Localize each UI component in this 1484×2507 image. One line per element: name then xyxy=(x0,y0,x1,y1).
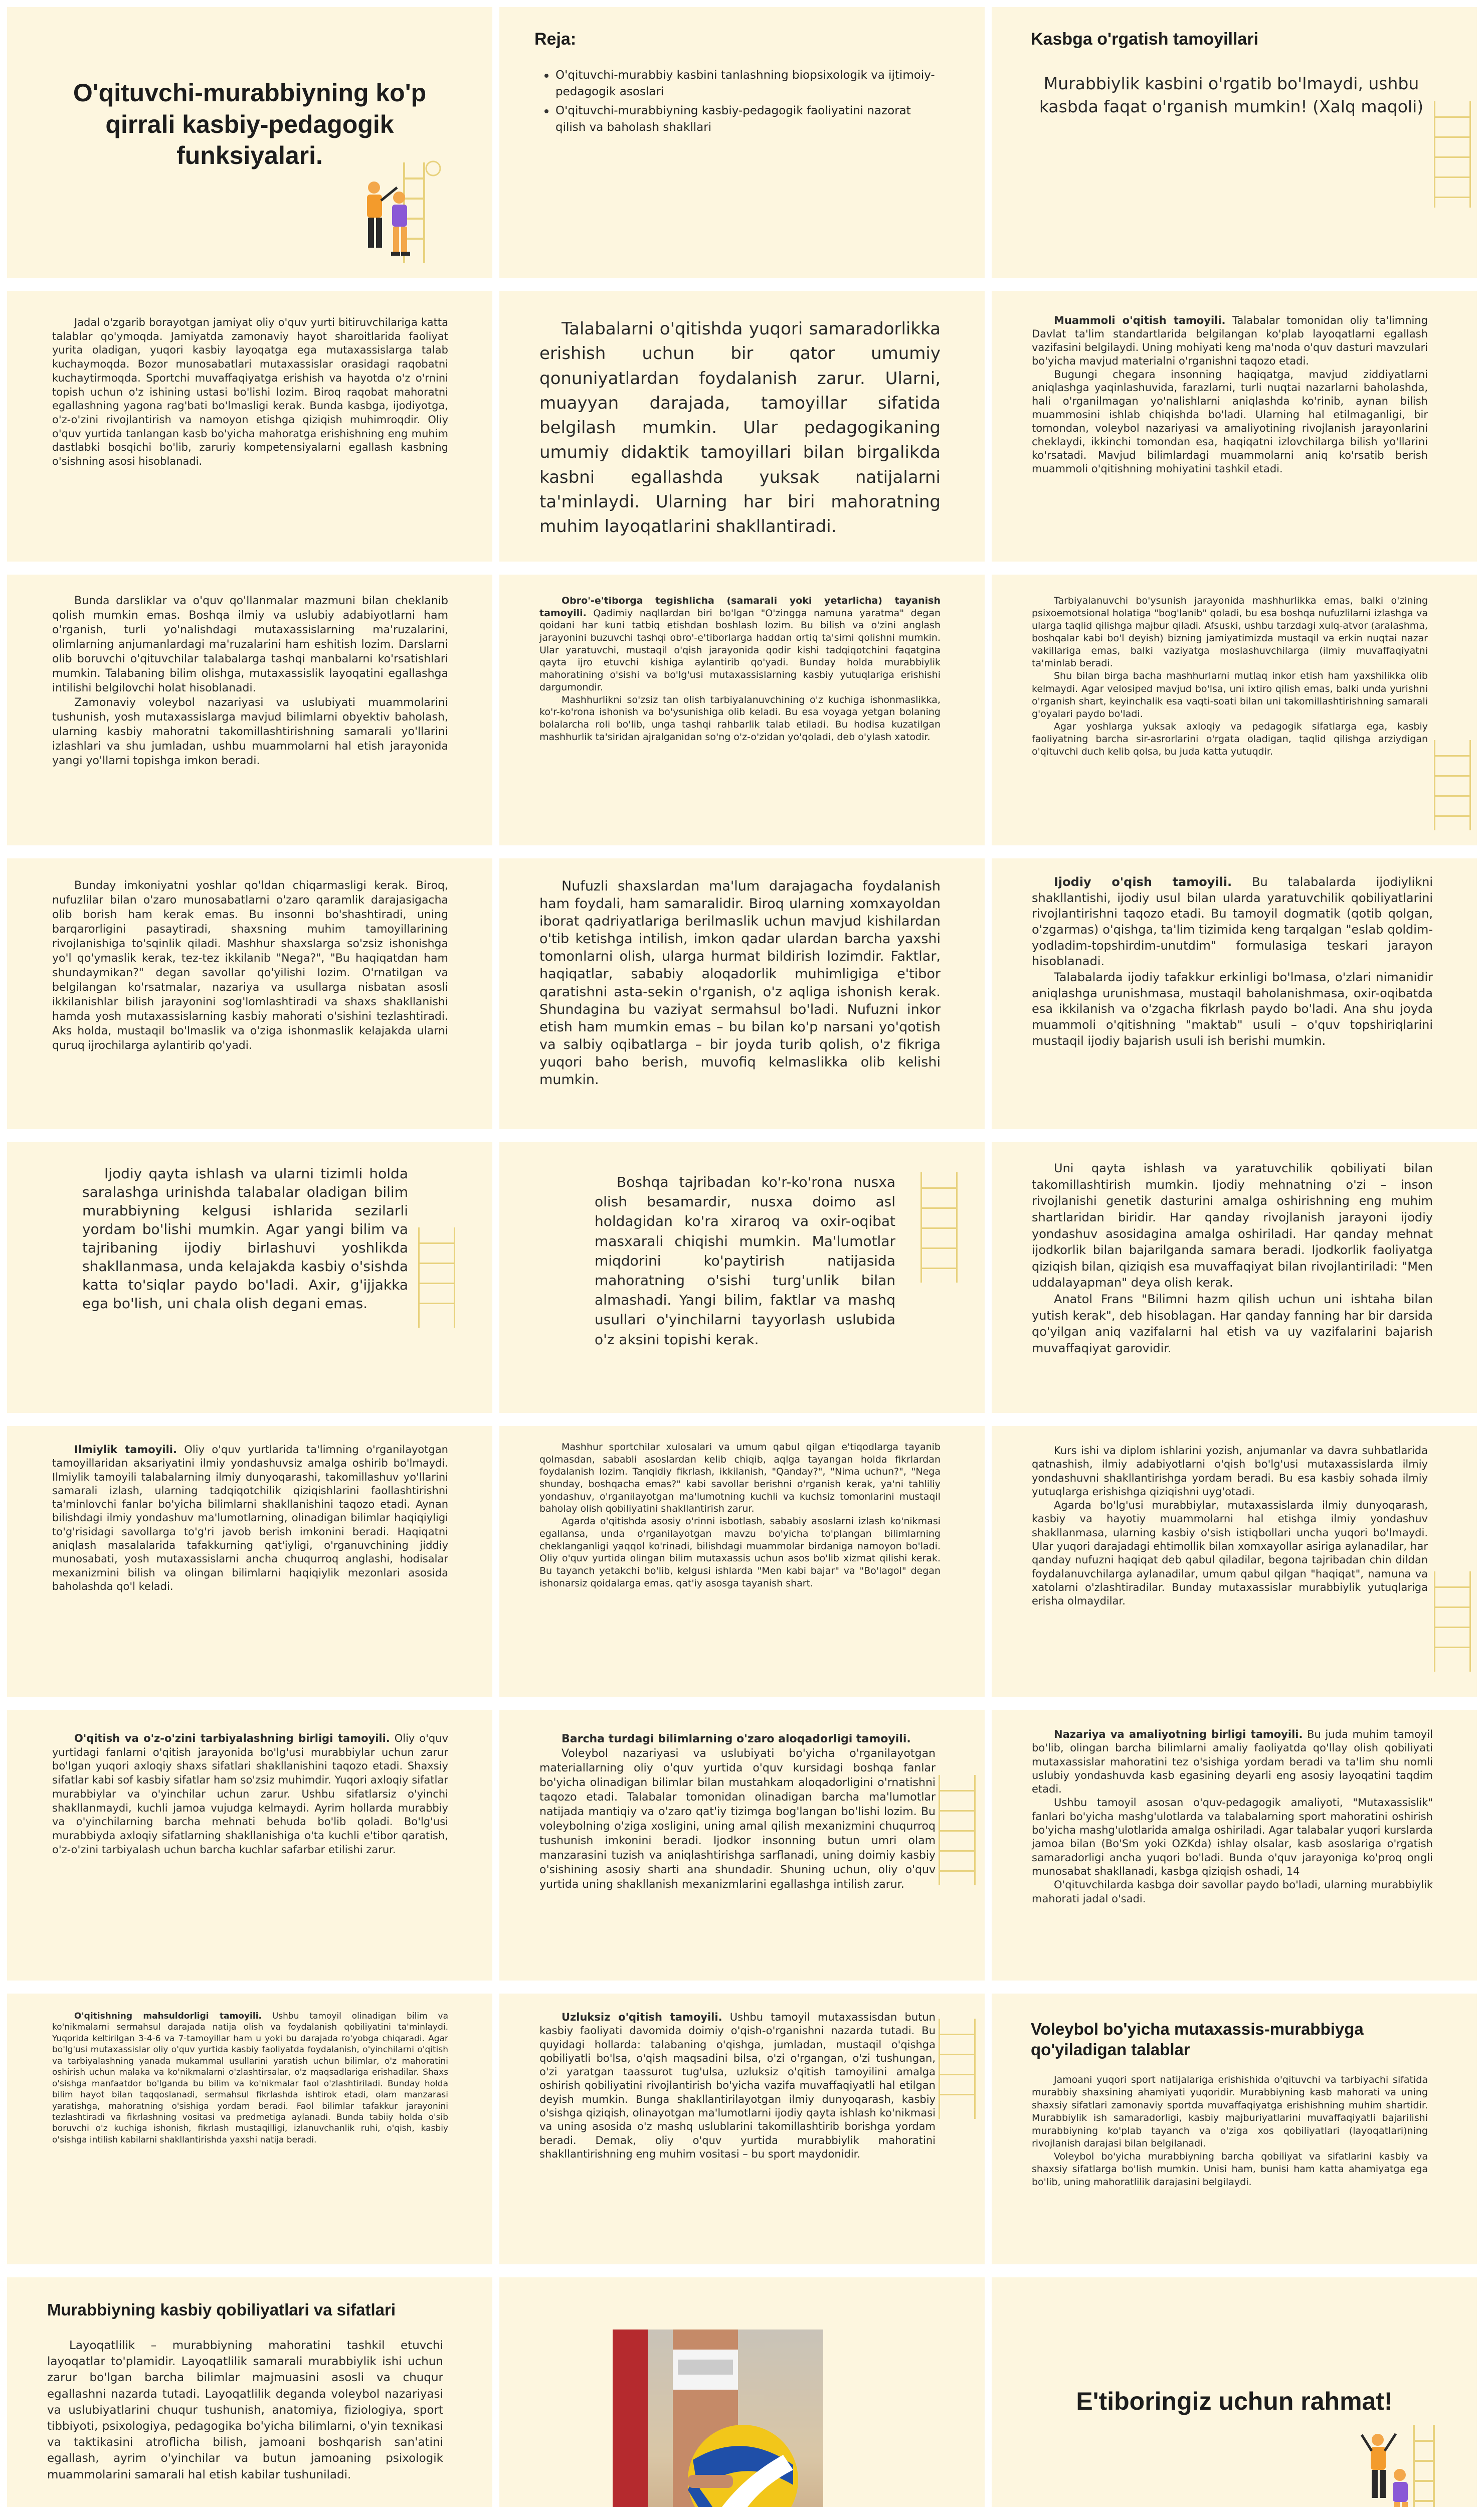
paragraph: Agarda o'qitishda asosiy o'rinni isbotlash, sababiy asoslarni izlash ko'nikmasi egallansa, unda o'rganilayotgan mavzu bo'yicha to'plangan bilimlarning cheklanganligi yaqqol ko'rinadi, bilishdagi muammolar birdaniga namoyon bo'ladi. Oliy o'quv yurtida olingan bilim mutaxassis uchun asos bo'lib xizmat qilishi kerak. Bu tayanch yetakchi bo'lib, kelgusi ishlarda "Men kabi bajar" va "Bo'lagol" degan ishonarsiz qoidalarga emas, qat'iy asosga tayanish shart. xyxy=(539,1516,941,1589)
qualities-heading: Murabbiyning kasbiy qobiliyatlari va sifatlari xyxy=(47,2300,396,2319)
paragraph: Jadal o'zgarib borayotgan jamiyat oliy o'quv yurti bitiruvchilariga katta talablar qo'ymoqda. Jamiyatda zamonaviy hayot sharoitlarida faoliyat yurita oladigan, yuqori kasbiy layoqatga ega mutaxassislarga talab kuchaymoqda. Bozor munosabatlari mutaxassislar orasidagi raqobatni kuchaytirmoqda. Sportchi muvaffaqiyatga erishish va hayotda o'z o'rnini topish uchun o'z ishining ustasi bo'lishi lozim. Biroq raqobat mahoratni egallashning yagona rag'bati bo'lmasligi kerak. Bunda kasbga, ijodiyotga, o'z-o'zini rivojlantirish va namoyon etishga qiziqish muhimroqdir. Oliy o'quv yurtida tanlangan kasb bo'yicha mahoratga erishishning eng muhim dastlabki bosqichi bo'lib, zaruriy kompetensiyalarni egallash kasbning o'sishning asosi hisoblanadi. xyxy=(52,316,448,468)
paragraph: Qadimiy naqllardan biri bo'lgan "O'zingga namuna yaratma" degan qoidani har kuni tatbiq etishdan boshlash lozim. Bu bilish va o'zini anglash jarayonini buzuvchi tashqi obro'-e'tiborlarga haddan ortiq ta'sirni qolishni mumkin. Ular yaratuvchi, mustaqil o'qish jarayonida qodir kishi tadqiqotchini faqatgina qayta ijro etuvchi kishiga aylantirib qo'yadi. Bunday holda murabbiylik mahoratining o'sishi va bo'lg'usi mutaxassislarning kasbiy yutuqlariga erishishi dargumondir. xyxy=(539,607,941,693)
content-slide xyxy=(7,1710,492,1981)
content-slide xyxy=(7,2277,492,2507)
content-slide xyxy=(499,291,985,562)
closing-title: E'tiboringiz uchun rahmat! xyxy=(1076,2387,1393,2415)
content-slide xyxy=(499,575,985,845)
content-slide xyxy=(499,1994,985,2264)
volleyball-photo xyxy=(613,2330,823,2507)
slide-text xyxy=(595,1172,895,1349)
content-slide xyxy=(499,1426,985,1697)
principle-title: Barcha turdagi bilimlarning o'zaro aloqadorligi tamoyili. xyxy=(562,1733,911,1745)
paragraph: O'qituvchilarda kasbga doir savollar paydo bo'ladi, ularning murabbiylik mahorati jadal o'sadi. xyxy=(1032,1879,1433,1905)
principle-title: O'qitishning mahsuldorligi tamoyili. xyxy=(74,2011,262,2021)
slide-text xyxy=(52,1732,448,1857)
plan-slide xyxy=(499,7,985,278)
paragraph: Kurs ishi va diplom ishlarini yozish, anjumanlar va davra suhbatlarida qatnashish, ilmiy adabiyotlarni o'qish bo'lg'usi mutaxassislarda ilmiy yondashuvni shakllantirishga yordam beradi. Bu esa kasbiy sohada ilmiy yutuqlarga erishishga qiziqishni uyg'otadi. xyxy=(1032,1445,1428,1498)
paragraph: Agar yoshlarga yuksak axloqiy va pedagogik sifatlarga ega, kasbiy faoliyatning barcha sir-asrorlarini o'rgata oladigan, taqlid qilishga arziydigan o'qituvchi duch kelib qolsa, bu juda katta yutuqdir. xyxy=(1032,721,1428,757)
ladder-decoration xyxy=(939,2019,976,2119)
paragraph: Bugungi chegara insonning haqiqatga, mavjud ziddiyatlarni aniqlashga yaqinlashuvida, farazlarni, turli nuqtai nazarlarni baholashda, hali o'rganilmagan yo'nalishlarni aniqlashda ko'rinib, aynan bilish muammosini ishlab chiqishda bo'ladi. Ularning hal etilmaganligi, bir tomondan, voleybol nazariyasi va amaliyotining rivojlanish jarayonlarini cheklaydi, ikkinchi tomondan esa, haqiqatni izlovchilarga bilish yo'llarini ko'rsatadi. Mavjud bilimlardagi muammolarni aniq ko'rsatib berish muammoli o'qitishning mohiyatini tashkil etadi. xyxy=(1032,368,1428,475)
paragraph: Zamonaviy voleybol nazariyasi va uslubiyati muammolarini tushunish, yosh mutaxassislarga mavjud bilimlarni obyektiv baholash, ularning kasbiy mahoratni takomillashtirishning samarali yo'llarini izlashlari va shu jumladan, ushbu muammolarni hal etish jarayonida yangi yo'llarni topishga imkon beradi. xyxy=(52,696,448,768)
slide-text xyxy=(1032,595,1428,758)
requirements-heading: Voleybol bo'yicha mutaxassis-murabbiyga qo'yiladigan talablar xyxy=(1031,2020,1364,2059)
paragraph: Layoqatlilik – murabbiyning mahoratini tashkil etuvchi layoqatlar to'plamidir. Layoqatlilik samarali murabbiylik ishi uchun zarur bo'lgan barcha bilimlar majmuasini asosli va chuqur egallashni nazarda tutadi. Layoqatlilik deganda voleybol nazariyasi va uslubiyatlarini chuqur tushunish, anatomiya, fiziologiya, sport tibbiyoti, psixologiya, pedagogika bo'yicha bilimlarni, o'yin texnikasi va taktikasini atroflicha bilish, jamoani boshqarish san'atini egallash, ayrim o'yinchilar va butun jamoaning psixologik muammolarini samarali hal etish kabilar tushuniladi. xyxy=(47,2339,443,2481)
closing-slide xyxy=(992,2277,1477,2507)
principle-title: Nazariya va amaliyotning birligi tamoyili. xyxy=(1054,1728,1303,1740)
paragraph: Voleybol nazariyasi va uslubiyati bo'yicha o'rganilayotgan materiallarning oliy o'quv yurtida o'quv kursidagi boshqa fanlar bo'yicha olinadigan bilimlar bilan mustahkam aloqadorligini o'rnatishni taqozo etadi. Talabalar tomonidan olinadigan barcha ma'lumotlar natijada mantiqiy va o'zaro qat'iy tizimga bog'langan bo'lishi lozim. Bu voleybolning o'ziga xosligini, uning amal qilish mexanizmini chuqurroq tushunish imkonini beradi. Ijodkor insonning butun umri olam manzarasini tuzish va aniqlashtirishga sarflanadi, uning doimiy kasbiy o'sishining asosiy sharti ana shundadir. Shuning uchun, oliy o'quv yurtida uning shakllanish mexanizmlarini egallashga intilish zarur. xyxy=(539,1747,936,1891)
paragraph: Bu juda muhim tamoyil bo'lib, olingan barcha bilimlarni amaliy faoliyatda qo'llay olish qobiliyati mutaxassislar mahoratini tez o'sishiga yordam beradi va ta'lim shu nomli uslubiy yondashuvda kasb egasining deyarli eng asosiy layoqatini taqdim etadi. xyxy=(1032,1728,1433,1796)
paragraph: Anatol Frans "Bilimni hazm qilish uchun uni ishtaha bilan yutish kerak", deb hisoblagan. Har qanday fanning har bir darsida qo'yilgan aniq vazifalarni hal etish va uy vazifalarini bajarish muvaffaqiyat garovidir. xyxy=(1032,1292,1433,1355)
content-slide xyxy=(992,291,1477,562)
ladder-decoration xyxy=(939,1775,976,1885)
slide-text xyxy=(1032,1728,1433,1906)
content-slide xyxy=(7,858,492,1129)
ladder-decoration xyxy=(418,1227,455,1328)
ladder-decoration xyxy=(1434,740,1471,830)
plan-heading: Reja: xyxy=(534,30,577,49)
paragraph: Ushbu tamoyil asosan o'quv-pedagogik amaliyoti, "Mutaxassislik" fanlari bo'yicha mashg'ulotlarda va talabalarning sport mahoratini oshirish bo'yicha mashg'ulotlarida amalga oshiriladi. Agar talabalar yuqori kurslarda jamoa bilan (Bo'Sm yoki OZKda) ishlay olsalar, kasb asoslariga o'rgatish samaradorligi ancha yuqori bo'ladi. Bunda o'quv jarayoniga ko'proq ongli munosabat shakllanadi, kasbga qiziqish oshadi, 14 xyxy=(1032,1797,1433,1877)
slide-text xyxy=(1032,874,1433,1049)
content-slide xyxy=(7,575,492,845)
content-slide xyxy=(499,1142,985,1413)
slide-text xyxy=(82,1165,408,1313)
paragraph: Oliy o'quv yurtlarida ta'limning o'rganilayotgan tamoyillaridan aksariyatini ilmiy yondashuvsiz amalga oshirib bo'lmaydi. Ilmiylik tamoyili talabalarning ilmiy dunyoqarashi, takomillashuv yo'llarini samarali izlash, ularning tadqiqotchilik qiziqishlarini faollashtirishni ta'minlovchi fanlar bo'yicha bilimlarni shakllanishini taqozo etadi. Aynan bilishdagi ilmiy yondashuv ma'lumotlarning, olinadigan bilimlar haqiqiyligi to'g'risidagi savollarga to'g'ri javob berish imkonini beradi. Haqiqatni aniqlash masalalarida tafakkurning qat'iyligi, o'rganuvchining jiddiy munosabati, yosh mutaxassislarni ancha chuqurroq anglashi, hodisalar mexanizmini bilish va olingan bilimlarni haqiqiylik mezonlari asosida baholashda qo'l keladi. xyxy=(52,1444,448,1592)
slide-text xyxy=(539,595,941,743)
paragraph: Boshqa tajribadan ko'r-ko'rona nusxa olish besamardir, nusxa doimo asl holdagidan ko'ra xiraroq va oxir-oqibat masxarali chiqishi mumkin. Ma'lumotlar miqdorini ko'paytirish natijasida mahoratning o'sishi turg'unlik bilan almashadi. Yangi bilim, faktlar va mashq usullari o'yinchilarni tayyorlash uslubida o'z aksini topishi kerak. xyxy=(595,1174,895,1348)
slide-text xyxy=(52,878,448,1053)
paragraph: Ijodiy qayta ishlash va ularni tizimli holda saralashga urinishda talabalar oladigan bilim murabbiyning kelgusi ishlarida sezilarli yordam bo'lishi mumkin. Agar yangi bilim va tajribaning ijodiy birlashuvi yoshlikda shakllanmasa, unda kelajakda kasbiy o'sishda katta to'siqlar paydo bo'ladi. Axir, g'ijjakka ega bo'lish, uni chala olish degani emas. xyxy=(82,1165,408,1312)
paragraph: Talabalar tomonidan oliy ta'limning Davlat ta'lim standartlarida belgilangan ko'plab layoqatlarni egallash vazifasini belgilaydi. Uning mohiyati keng ma'noda o'quv dasturi mavzulari bo'yicha mavjud materialni o'rganishni taqozo etadi. xyxy=(1032,314,1428,367)
climbing-figures-illustration-icon xyxy=(353,157,453,268)
title-slide xyxy=(7,7,492,278)
principles-heading: Kasbga o'rgatish tamoyillari xyxy=(1031,30,1258,49)
paragraph: Ushbu tamoyil mutaxassisdan butun kasbiy faoliyati davomida doimiy o'qish-o'rganishni nazarda tutadi. Bu quyidagi hollarda: talabaning o'qishga, jumladan, mustaqil o'qishga qobiliyatli bo'lsa, o'qish maqsadini bilsa, o'zi o'rgangan, o'zi tushungan, o'zi yaratgan taassurot tug'ulsa, uzluksiz o'qitish tamoyilini amalga oshirish qobiliyatini rivojlantirish bo'yicha vazifa muvaffaqiyatli hal etilgan deyish mumkin. Bunga shakllantirilayotgan ilmiy dunyoqarash, kasbiy o'sishga qiziqish, olinayotgan ma'lumotlarni ijodiy qayta ishlash ko'nikmasi va uning asosida o'z mashq uslublarini takomillashtirib borishga yordam beradi. Demak, oliy o'quv yurtida murabbiylik mahoratini shakllantirishning eng muhim vositasi – bu sport maydonidir. xyxy=(539,2011,936,2160)
ladder-decoration xyxy=(1434,1571,1471,1672)
presentation-title: O'qituvchi-murabbiyning ko'p qirrali kasbiy-pedagogik funksiyalari. xyxy=(73,79,427,169)
photo-slide xyxy=(499,2277,985,2507)
principle-title: Muammoli o'qitish tamoyili. xyxy=(1054,314,1226,326)
plan-item: O'qituvchi-murabbiy kasbini tanlashning biopsixologik va ijtimoiy-pedagogik asoslari xyxy=(544,67,936,101)
paragraph: Bunday imkoniyatni yoshlar qo'ldan chiqarmasligi kerak. Biroq, nufuzlilar bilan o'zaro munosabatlarni o'zaro qaramlik darajasigacha olib borish ham kerak emas. Bu insonni bo'shashtiradi, uning barqarorligini pasaytiradi, shaxsning muhim tamoyillarining rivojlanishiga to'sqinlik qiladi. Mashhur shaxslarga so'zsiz ishonishga yo'l qo'ymaslik kerak, tez-tez ikkilanib "Nega?", "Bu haqiqatdan ham shundaymikan?" degan savollar qo'yilishi lozim. O'rnatilgan va belgilangan ko'rsatmalar, nazariya va usullarga nisbatan asosli ikkilanishlar bilish jarayonini sog'lomlashtiradi va shaxs shakllanishi hamda yosh mutaxassislarning kasbiy mahorati o'sishini tezlashtiradi. Aks holda, mustaqil bo'lmaslik va o'ziga ishonmaslik kelajakda ularni quruq ijrochilarga aylantirib qo'yadi. xyxy=(52,879,448,1052)
paragraph: Talabalarni o'qitishda yuqori samaradorlikka erishish uchun bir qator umumiy qonuniyatlardan foydalanish zarur. Ularni, muayyan darajada, tamoyillar sifatida belgilash mumkin. Ular pedagogikaning umumiy didaktik tamoyillari bilan birgalikda kasbni egallashda yuksak natijalarni ta'minlaydi. Ularning har biri mahoratning muhim layoqatlarini shakllantiradi. xyxy=(539,319,941,537)
proverb-quote: Murabbiylik kasbini o'rgatib bo'lmaydi, ushbu kasbda faqat o'rganish mumkin! (Xalq maqoli) xyxy=(1039,74,1424,117)
principles-intro-slide xyxy=(992,7,1477,278)
slide-text xyxy=(52,2011,448,2145)
content-slide xyxy=(7,291,492,562)
slide-text xyxy=(1032,1160,1433,1357)
slide-text xyxy=(1032,314,1428,476)
content-slide xyxy=(992,1710,1477,1981)
slide-text xyxy=(539,2011,936,2161)
content-slide xyxy=(499,858,985,1129)
paragraph: Ushbu tamoyil olinadigan bilim va ko'nikmalarni sermahsul darajada natija olish va foydalanish qobiliyatini ta'minlaydi. Yuqorida keltirilgan 3-4-6 va 7-tamoyillar ham u yoki bu darajada ro'yobga chiqaradi. Agar bo'lg'usi mutaxassislar oliy o'quv yurtida kasbiy faoliyatda foydalanish, o'yinchilarni o'qitish va tarbiyalashning yanada mukammal usullarini yaratish uchun bilimlar, o'z mahoratini oshirish uchun malaka va ko'nikmalarni o'zlashtirsalar, o'z maqsadlariga erishadilar. Shaxs o'sishga manfaatdor bo'lganda bu bilim va ko'nikmalar faol o'zlashtiriladi. Bunday holda bilim hayot bilan taqqoslanadi, sermahsul fikrlashda ishtirok etadi, olam manzarasi yaratishga, mahoratning o'sishiga yordam beradi. Faol bilimlar tafakkur jarayonini tezlashtiradi va fikrlashning vositasi va predmetiga aylanadi. Bunda tabiiy holda o'sib boruvchi o'z kuchiga ishonish, fikrlash mustaqilligi, izlanuvchanlik ruhi, o'qish, kasbiy o'sishga intilish kabilarni shakllantirishda yaxshi natija beradi. xyxy=(52,2011,448,2145)
ladder-decoration xyxy=(1434,101,1471,208)
content-slide xyxy=(992,1426,1477,1697)
slide-text xyxy=(1032,1444,1428,1608)
paragraph: Agarda bo'lg'usi murabbiylar, mutaxassislarda ilmiy dunyoqarash, kasbiy va hayotiy muammolarni hal etishga ilmiy yondashuv shakllanmasa, ularning kasbiy o'sish istiqbollari uncha yuqori bo'lmaydi. Ular yuqori darajadagi ehtimollik bilan xomxayollar asiriga aylanadilar, har qanday nufuzni haqiqat deb qabul qiladilar, begona tajribadan chin dildan foydalanuvchilarga aylanadilar, umum qabul qilgan "haqiqat", namuna va xatolarni o'zlashtiradilar. Bunday mutaxassislar murabbiylik yutuqlariga erisha olmaydilar. xyxy=(1032,1499,1428,1607)
paragraph: Shu bilan birga bacha mashhurlarni mutlaq inkor etish ham yaxshilikka olib kelmaydi. Agar velosiped mavjud bo'lsa, uni ixtiro qilish emas, balki unda yurishni o'rganish shart, keyinchalik esa vaqti-soati bilan uni takomillashtirishning samarali g'oyalari paydo bo'ladi. xyxy=(1032,670,1428,720)
paragraph: Jamoani yuqori sport natijalariga erishishida o'qituvchi va tarbiyachi sifatida murabbiy shaxsining ahamiyati yuqoridir. Murabbiyning kasb mahorati va uning shaxsiy sifatlari zamonaviy sportda muvaffaqiyatga erishishning muhim shartidir. Murabbiylik ish samaradorligi, kasbiy majburiyatlarini muvaffaqiyatli bajarilishi murabbiyning ko'plab tayanch va o'ziga xos qobiliyatlari (layoqatlari)ning rivojlanish darajasi bilan belgilanadi. xyxy=(1032,2074,1428,2150)
slide-text xyxy=(539,317,941,540)
principle-title: Ilmiylik tamoyili. xyxy=(74,1444,177,1456)
content-slide xyxy=(992,1142,1477,1413)
slide-text xyxy=(539,1732,936,1892)
paragraph: Bu talabalarda ijodiylikni shakllantishi, ijodiy usul bilan ularda yaratuvchilik qobiliyatlarini rivojlantirishni taqozo etadi. Bu tamoyil dogmatik (qotib qolgan, o'zgarmas) o'qishga, ta'lim tizimida keng tarqalgan "eslab qoldim-yodladim-topshirdim-unutdim" formulasiga teskari jarayon hisoblanadi. xyxy=(1032,875,1433,969)
paragraph: Uni qayta ishlash va yaratuvchilik qobiliyati bilan takomillashtirish mumkin. Ijodiy mehnatning o'zi – inson rivojlanishi genetik dasturini amalga oshirishning eng muhim shartlaridan biridir. Har qanday rivojlanish jarayoni ijodiy yondashuv asosidagina amalga oshiriladi. Har qanday mehnat ijodkorlik bilan bajarilganda samara beradi. Ijodkorlik faoliyatga qiziqish bilan, qiziqish esa muvaffaqiyat bilan rivojlantiriladi: "Men uddalayapman" deya olish kerak. xyxy=(1032,1161,1433,1290)
slide-text xyxy=(52,594,448,768)
principle-title: Obro'-e'tiborga tegishlicha (samarali yoki yetarlicha) tayanish tamoyili. xyxy=(539,595,941,619)
paragraph: Oliy o'quv yurtidagi fanlarni o'qitish jarayonida bo'lg'usi murabbiylar uchun zarur bo'lgan yuqori axloqiy shaxs sifatlari shakllanishini taqozo etadi. Shaxsiy sifatlar kabi sof kasbiy sifatlar ham so'zsiz muhimdir. Yuqori axloqiy sifatlar murabbiylar va o'yinchilar uchun zarur. Ushbu sifatlarsiz o'yinchi shakllanmaydi, kuchli jamoa vujudga kelmaydi. Ayrim hollarda murabbiy va o'yinchilarning barcha mehnati behuda bo'lib qoladi. Bo'lg'usi murabbiyda axloqiy sifatlarning shakllanishiga o'ta kuchli e'tibor qaratish, o'z-o'zini tarbiyalash uchun barcha kuchlar safarbar etilishi zarur. xyxy=(52,1732,448,1856)
paragraph: Nufuzli shaxslardan ma'lum darajagacha foydalanish ham foydali, ham samaralidir. Biroq ularning xomxayoldan iborat qadriyatlariga berilmaslik uchun mavjud kishilardan o'tib ketishga intilish, imkon qadar ulardan barcha yaxshi tomonlarni olish, ularga hurmat bildirish lozimdir. Faktlar, haqiqatlar, sababiy aloqadorlik muhimligiga e'tibor qaratishni asta-sekin o'rganish, o'z aqliga ishonish kerak. Shundagina bu vaziyat sermahsul bo'ladi. Nufuzni inkor etish ham mumkin emas – bu bilan ko'p narsani yo'qotish va salbiy oqibatlarga – bir joyda turib qolish, o'z fikriga yuqori baho berish, muvofiq kelmaslikka olib kelishi mumkin. xyxy=(539,878,941,1088)
slide-text xyxy=(1032,2074,1428,2189)
paragraph: Mashhur sportchilar xulosalari va umum qabul qilgan e'tiqodlarga tayanib qolmasdan, sababli asoslardan kelib chiqib, aqlga tayangan holda fikrlardan foydalanish lozim. Tanqidiy fikrlash, ikkilanish, "Qanday?", "Nima uchun?", "Nega shunday, boshqacha emas?" kabi savollar berishni o'rganish kerak, ya'ni tahliliy yondashuv, o'rganilayotgan ma'lumotning kuchli va kuchsiz tomonlarini mustaqil baholay olish qobiliyatini shakllantirish zarur. xyxy=(539,1442,941,1515)
content-slide xyxy=(992,858,1477,1129)
content-slide xyxy=(7,1994,492,2264)
content-slide xyxy=(992,575,1477,845)
slide-text xyxy=(539,877,941,1089)
slide-text xyxy=(47,2338,443,2483)
content-slide xyxy=(7,1142,492,1413)
paragraph: Voleybol bo'yicha murabbiyning barcha qobiliyat va sifatlarini kasbiy va shaxsiy sifatlarga bo'lish mumkin. Unisi ham, bunisi ham katta ahamiyatga ega bo'lib, uning mahoratlilik darajasini belgilaydi. xyxy=(1032,2151,1428,2188)
slide-text xyxy=(52,1443,448,1593)
paragraph: Mashhurlikni so'zsiz tan olish tarbiyalanuvchining o'z kuchiga ishonmaslikka, ko'r-ko'rona ishonish va bo'ysunishiga olib keladi. Bu esa voyaga yetgan bolaning bolalarcha roli bo'lib, unga tashqi rahbarlik talab etiladi. Bu hodisa kuzatilgan mashhurlik ta'siridan ajralganidan so'ng o'z-o'zidan yo'qoladi, deb o'ylash xatodir. xyxy=(539,694,941,743)
principle-title: Uzluksiz o'qitish tamoyili. xyxy=(562,2011,722,2023)
plan-list xyxy=(544,67,936,138)
content-slide xyxy=(499,1710,985,1981)
paragraph: Talabalarda ijodiy tafakkur erkinligi bo'lmasa, o'zlari nimanidir aniqlashga urunishmasa, mustaqil baholanishmasa, oxir-oqibatda esa ikkilanish va o'zgacha fikrlash paydo bo'ladi. Ana shu joyda muammoli o'qitishning "maktab" usuli – o'quv topshiriqlarini mustaqil ijodiy bajarish usuli ish berishi mumkin. xyxy=(1032,970,1433,1048)
plan-item: O'qituvchi-murabbiyning kasbiy-pedagogik faoliyatini nazorat qilish va baholash shakllari xyxy=(544,103,936,136)
principle-title: Ijodiy o'qish tamoyili. xyxy=(1054,875,1232,889)
climbing-figures-illustration-icon xyxy=(1348,2420,1448,2507)
content-slide xyxy=(992,1994,1477,2264)
slide-text xyxy=(52,316,448,469)
slide-text xyxy=(539,1441,941,1589)
principle-title: O'qitish va o'z-o'zini tarbiyalashning birligi tamoyili. xyxy=(74,1732,390,1744)
ladder-decoration xyxy=(920,1172,958,1283)
paragraph: Bunda darsliklar va o'quv qo'llanmalar mazmuni bilan cheklanib qolish mumkin emas. Boshqa ilmiy va uslubiy adabiyotlarni ham o'rganish, turli yo'nalishdagi mutaxassislarning ma'ruzalarini, olimlarning anjumanlardagi ma'ruzalarini ham eshitish lozim. Darslarni olib boruvchi o'qituvchilar talabalarga tashqi manbalarni ko'rsatishlari mumkin. Talabaning bilim olishga, mutaxassislik layoqatini egallashga intilishi belgilovchi holat hisoblanadi. xyxy=(52,595,448,695)
content-slide xyxy=(7,1426,492,1697)
paragraph: Tarbiyalanuvchi bo'ysunish jarayonida mashhurlikka emas, balki o'zining psixoemotsional holatiga "bog'lanib" qoladi, bu esa boshqa nufuzlilarni izlashga va ularga taqlid qilishga majbur qiladi. Afsuski, ushbu tarzdagi xulq-atvor (aralashma, boshqalar kabi bo'l deyish) bizning jamiyatimizda mustaqil va erkin nuqtai nazar vakillariga emas, balki vaziyatga moslashuvchilarga (ilmiy muvaffaqiyatni ta'minlab beradi. xyxy=(1032,595,1428,669)
